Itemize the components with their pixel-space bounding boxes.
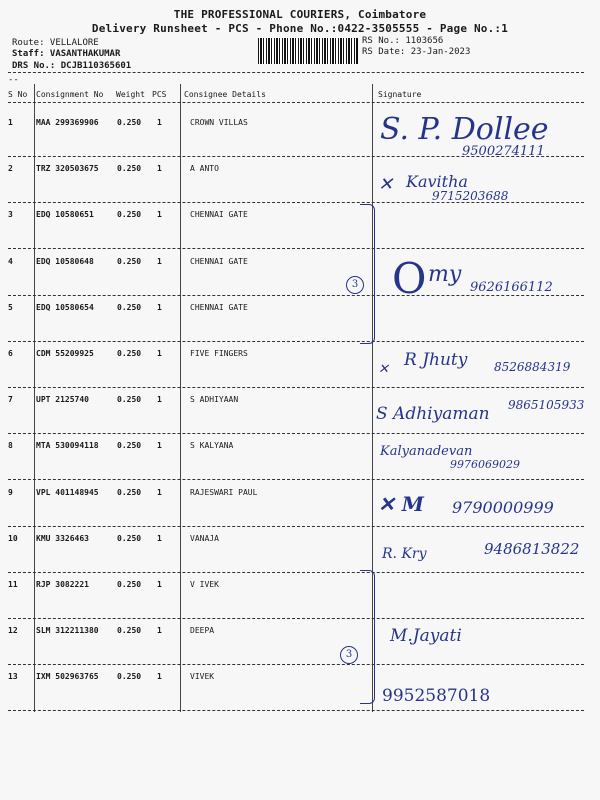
- row-consignee: RAJESWARI PAUL: [190, 488, 258, 497]
- phone-row-13: 9952587018: [382, 686, 491, 706]
- signature-row-10: R. Kry: [382, 546, 427, 562]
- row-pcs: 1: [157, 257, 162, 266]
- row-sno: 8: [8, 441, 13, 450]
- phone-row-6: 8526884319: [494, 360, 571, 374]
- row-weight: 0.250: [117, 580, 142, 589]
- row-divider: [8, 526, 584, 527]
- row-pcs: 1: [157, 210, 162, 219]
- row-weight: 0.250: [117, 118, 142, 127]
- row-consignee: DEEPA: [190, 626, 215, 635]
- row-sno: 9: [8, 488, 13, 497]
- row-sno: 4: [8, 257, 13, 266]
- col-header-consignment: Consignment No: [36, 90, 104, 99]
- col-header-weight: Weight: [116, 90, 145, 99]
- row-consignment-no: CDM 55209925: [36, 349, 94, 358]
- row-divider: [8, 341, 584, 342]
- row-consignee: S ADHIYAAN: [190, 395, 239, 404]
- row-sno: 11: [8, 580, 18, 589]
- row-weight: 0.250: [117, 303, 142, 312]
- row-pcs: 1: [157, 534, 162, 543]
- row-pcs: 1: [157, 672, 162, 681]
- row-consignment-no: VPL 401148945: [36, 488, 99, 497]
- row-weight: 0.250: [117, 395, 142, 404]
- staff-label: Staff: VASANTHAKUMAR: [12, 49, 121, 59]
- phone-row-8: 9976069029: [450, 458, 520, 471]
- col-header-sno: S No: [8, 90, 28, 99]
- row-divider: [8, 295, 584, 296]
- row-consignee: VANAJA: [190, 534, 219, 543]
- row-consignment-no: SLM 312211380: [36, 626, 99, 635]
- phone-row-3-5: 9626166112: [470, 280, 553, 295]
- row-divider: [8, 248, 584, 249]
- row-consignment-no: EDQ 10580651: [36, 210, 94, 219]
- row-consignment-no: KMU 3326463: [36, 534, 89, 543]
- row-consignment-no: RJP 3082221: [36, 580, 89, 589]
- row-pcs: 1: [157, 441, 162, 450]
- group-bracket: [360, 204, 375, 344]
- dash-mark: --: [8, 75, 19, 85]
- col-header-pcs: PCS: [152, 90, 167, 99]
- row-weight: 0.250: [117, 164, 142, 173]
- row-divider: [8, 387, 584, 388]
- row-consignee: CHENNAI GATE: [190, 257, 248, 266]
- row-consignee: S KALYANA: [190, 441, 234, 450]
- row-sno: 1: [8, 118, 13, 127]
- row-weight: 0.250: [117, 441, 142, 450]
- signature-row-3-5: my: [428, 262, 462, 287]
- row-divider: [8, 479, 584, 480]
- company-title: THE PROFESSIONAL COURIERS, Coimbatore: [173, 8, 427, 21]
- row-consignment-no: MTA 530094118: [36, 441, 99, 450]
- signature-row-3-5: O: [392, 254, 427, 303]
- row-consignment-no: EDQ 10580654: [36, 303, 94, 312]
- signature-row-8: Kalyanadevan: [380, 444, 473, 459]
- row-sno: 12: [8, 626, 18, 635]
- row-sno: 10: [8, 534, 18, 543]
- phone-row-10: 9486813822: [484, 540, 580, 558]
- signature-row-6: R Jhuty: [404, 350, 468, 370]
- row-sno: 13: [8, 672, 18, 681]
- header-row-divider: [8, 102, 584, 103]
- row-weight: 0.250: [117, 210, 142, 219]
- row-divider: [8, 664, 584, 665]
- row-pcs: 1: [157, 303, 162, 312]
- group-mark-1: 3: [346, 276, 364, 294]
- route-label: Route: VELLALORE: [12, 38, 99, 48]
- row-sno: 5: [8, 303, 13, 312]
- signature-row-7: S Adhiyaman: [376, 404, 490, 424]
- signature-row-2: ✕: [378, 174, 394, 195]
- phone-row-2: 9715203688: [432, 189, 509, 203]
- row-weight: 0.250: [117, 349, 142, 358]
- group-mark-2: 3: [340, 646, 358, 664]
- row-sno: 3: [8, 210, 13, 219]
- row-weight: 0.250: [117, 672, 142, 681]
- row-pcs: 1: [157, 164, 162, 173]
- signature-row-1: S. P. Dollee: [380, 112, 549, 147]
- row-divider: [8, 572, 584, 573]
- row-consignee: A ANTO: [190, 164, 219, 173]
- rs-date: RS Date: 23-Jan-2023: [362, 47, 471, 57]
- row-consignment-no: IXM 502963765: [36, 672, 99, 681]
- phone-row-7: 9865105933: [508, 398, 585, 412]
- row-divider: [8, 710, 584, 711]
- row-pcs: 1: [157, 118, 162, 127]
- col-header-consignee: Consignee Details: [184, 90, 266, 99]
- row-consignment-no: EDQ 10580648: [36, 257, 94, 266]
- row-consignee: VIVEK: [190, 672, 215, 681]
- row-pcs: 1: [157, 626, 162, 635]
- runsheet-subtitle: Delivery Runsheet - PCS - Phone No.:0422-3505555 - Page No.:1: [91, 22, 509, 35]
- row-consignee: CHENNAI GATE: [190, 210, 248, 219]
- row-sno: 6: [8, 349, 13, 358]
- signature-row-6: ✕: [378, 362, 389, 377]
- row-divider: [8, 433, 584, 434]
- phone-row-1: 9500274111: [462, 144, 545, 159]
- signature-row-12: M.Jayati: [390, 626, 462, 646]
- row-pcs: 1: [157, 349, 162, 358]
- row-consignee: V IVEK: [190, 580, 219, 589]
- row-sno: 7: [8, 395, 13, 404]
- row-weight: 0.250: [117, 257, 142, 266]
- row-pcs: 1: [157, 395, 162, 404]
- signature-row-2: Kavitha: [406, 172, 468, 191]
- phone-row-9: 9790000999: [452, 498, 554, 517]
- row-pcs: 1: [157, 580, 162, 589]
- barcode-image: [258, 38, 358, 64]
- row-pcs: 1: [157, 488, 162, 497]
- row-divider: [8, 618, 584, 619]
- row-consignment-no: MAA 299369906: [36, 118, 99, 127]
- row-consignee: CROWN VILLAS: [190, 118, 248, 127]
- row-consignee: FIVE FINGERS: [190, 349, 248, 358]
- row-weight: 0.250: [117, 534, 142, 543]
- row-weight: 0.250: [117, 626, 142, 635]
- group-bracket: [360, 570, 375, 704]
- signature-row-9: ✕ M: [378, 492, 424, 516]
- row-weight: 0.250: [117, 488, 142, 497]
- drs-number: DRS No.: DCJB110365601: [12, 61, 132, 71]
- rs-number: RS No.: 1103656: [362, 36, 444, 46]
- row-consignment-no: TRZ 320503675: [36, 164, 99, 173]
- header-divider: [8, 72, 584, 73]
- col-header-signature: Signature: [378, 90, 422, 99]
- row-sno: 2: [8, 164, 13, 173]
- row-consignee: CHENNAI GATE: [190, 303, 248, 312]
- row-consignment-no: UPT 2125740: [36, 395, 89, 404]
